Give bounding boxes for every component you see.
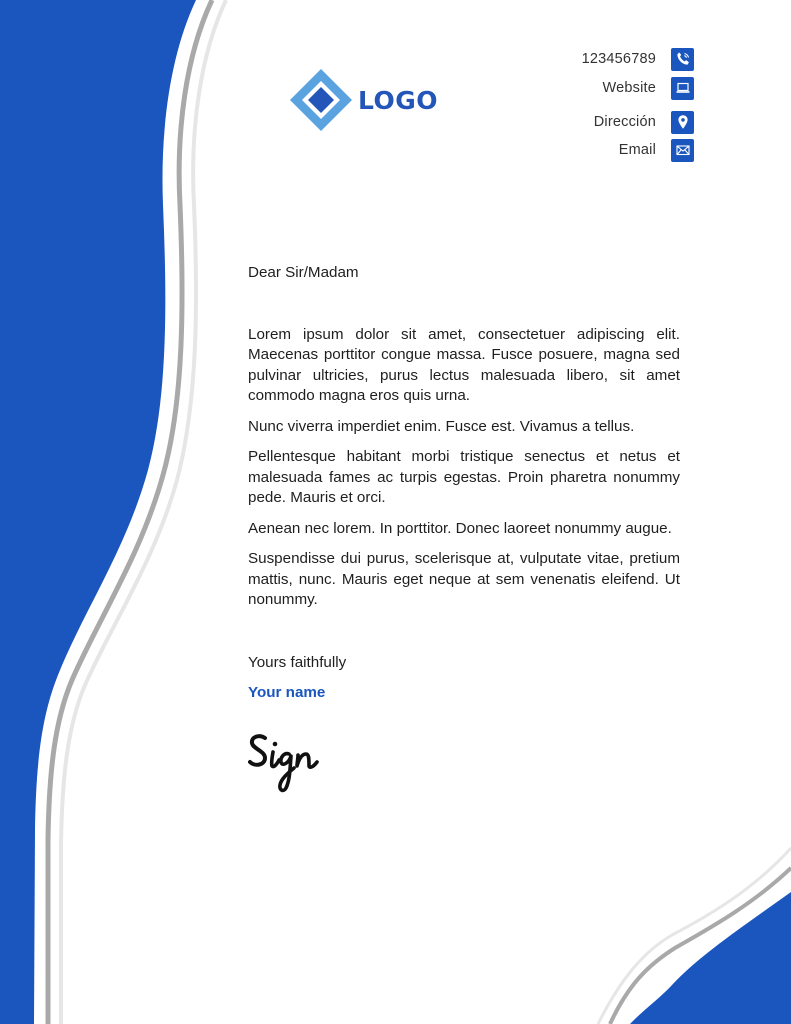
closing-line: Yours faithfully (248, 653, 347, 671)
letter-paragraph-5: Suspendisse dui purus, scelerisque at, vulputate vitae, pretium mattis, nunc. Mauris eget neque at sem venenatis eleifend. Ut nonummy. (248, 550, 680, 608)
letter-body (248, 263, 680, 802)
location-pin-icon (671, 111, 694, 134)
contact-address (594, 110, 694, 134)
company-logo (288, 67, 438, 133)
contact-website-text: Website (602, 80, 656, 96)
salutation: Dear Sir/Madam (248, 264, 359, 281)
handwritten-signature (248, 728, 340, 796)
phone-icon (671, 48, 694, 71)
logo-text: LOGO (358, 85, 439, 115)
contact-website (602, 76, 694, 100)
contact-address-text: Dirección (593, 114, 656, 130)
letter-paragraph-3: Pellentesque habitant morbi tristique senectus et netus et malesuada fames ac turpis egestas. Proin pharetra nonummy pede. Mauris et orci. (248, 448, 680, 506)
contact-phone (582, 47, 694, 71)
letter-paragraph-2: Nunc viverra imperdiet enim. Fusce est. Vivamus a tellus. (248, 417, 635, 435)
laptop-icon (671, 77, 694, 100)
letter-paragraph-1: Lorem ipsum dolor sit amet, consectetuer adipiscing elit. Maecenas porttitor congue massa. Fusce posuere, magna sed pulvinar ultricies, purus lectus malesuada libero, sit amet commodo magna eros quis urna. (248, 325, 680, 404)
envelope-icon (671, 139, 694, 162)
letter-paragraph-4: Aenean nec lorem. In porttitor. Donec laoreet nonummy augue. (248, 519, 672, 537)
contact-phone-text: 123456789 (581, 51, 656, 67)
contact-email-text: Email (618, 142, 656, 158)
contact-email (619, 138, 694, 162)
diamond-logo-icon (288, 67, 354, 133)
sender-name: Your name (248, 684, 326, 701)
